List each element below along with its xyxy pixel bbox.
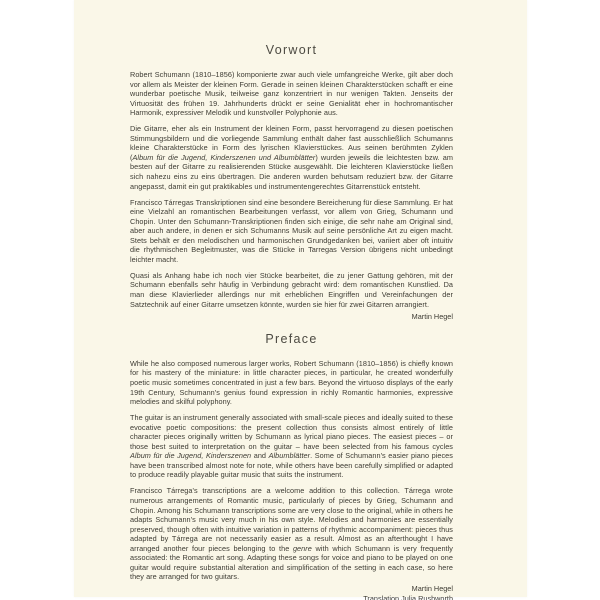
italic-title-text: Album für die Jugend, Kinderszenen und Albumblätter (132, 152, 316, 162)
body-paragraph (130, 271, 453, 309)
signature-line: Martin Hegel (411, 311, 453, 321)
paragraph-text: ) wurden jeweils die leichtesten bzw. am besten auf der Gitarre zu realisierenden Stücke ausgewählt. Die leichteren Klavierstücke ließen sich nahezu eins zu eins übertragen. Die anderen wurden behutsam reduziert bzw. der Gitarre angepasst, damit ein gut praktikables und instrumentengerechtes Gitarrenstück entsteht. (130, 152, 453, 191)
body-paragraph (130, 359, 453, 407)
signature-line: Translation Julia Rushworth (363, 593, 453, 600)
body-paragraph (130, 124, 453, 191)
vorwort-paragraphs (130, 70, 453, 309)
signature-line: Martin Hegel (411, 584, 453, 594)
vorwort-signature (130, 312, 453, 321)
body-paragraph (130, 198, 453, 265)
book-page (74, 0, 527, 600)
paragraph-text: Die Gitarre, eher als ein Instrument der kleinen Form, passt hervorragend zu diesen poetischen Stimmungsbildern und die vorliegende Sammlung enthält daher fast ausschließlich Schumanns kleine Charakterstücke in Form des lyrischen Klavierstückes. Aus seinen berühmten Zyklen ( (130, 124, 453, 162)
body-paragraph (130, 70, 453, 118)
vorwort-heading: Vorwort (265, 43, 318, 57)
page-content (130, 0, 453, 600)
paragraph-text: . Some of Schumann's easier piano pieces have been transcribed almost note for note, while others have been carefully simplified or adapted to produce readily playable guitar music that suits the instrument. (130, 451, 453, 480)
paragraph-text: Quasi als Anhang habe ich noch vier Stücke bearbeitet, die zu jener Gattung gehören, mit der Schumann ebenfalls sehr häufig in Verbindung gebracht wird: dem romantischen Kunstlied. Da man diese Klavierlieder allerdings nur mit erheblichen Eingriffen und Vereinfachungen der Satztechnik auf einer Gitarre umsetzen könnte, wurden sie hier für zwei Gitarren arrangiert. (130, 270, 453, 309)
italic-title-text: Album für die Jugend, Kinderszenen (130, 451, 252, 461)
paragraph-text: Robert Schumann (1810–1856) komponierte zwar auch viele umfangreiche Werke, gilt aber doch vor allem als Meister der kleinen Form. Gerade in seinen kleinen Charakterstücken schafft er eine wunderbar poetische Musik, teilweise ganz konzentriert in nur wenigen Takten. Jenseits der Virtuosität des frühen 19. Jahrhunderts drückt er seine Genialität eher in hochromantischer Harmonik, expressiver Melodik und kunstvoller Polyphonie aus. (130, 70, 453, 118)
preface-section (130, 332, 453, 600)
vorwort-section (130, 43, 453, 321)
preface-signature (130, 584, 453, 600)
body-paragraph (130, 413, 453, 480)
preface-heading: Preface (265, 331, 318, 346)
paragraph-text: While he also composed numerous larger works, Robert Schumann (1810–1856) is chiefly known for his mastery of the miniature: in little character pieces, in particular, he created wonderfully poetic music sometimes concentrated in just a few bars. Beyond the virtuoso displays of the early 19th Century, Schumann's genius found expression in richly Romantic harmonies, expressive melodies and skilful polyphony. (130, 358, 453, 407)
preface-paragraphs (130, 359, 453, 582)
paragraph-text: The guitar is an instrument generally associated with small-scale pieces and ideally suited to these evocative poetic compositions: the present collection thus consists almost entirely of little character pieces originally written by Schumann as lyrical piano pieces. The easiest pieces – or those best suited to interpretation on the guitar – have been selected from his famous cycles (130, 413, 453, 451)
italic-title-text: Albumblätter (268, 451, 311, 461)
paragraph-text: Francisco Tárregas Transkriptionen sind eine besondere Bereicherung für diese Sammlung. Er hat eine Vielzahl an romantischen Bearbeitungen verfasst, vor allem von Grieg, Schumann und Chopin. Unter den Schumann-Transkriptionen finden sich einige, die sehr nahe am Original sind, aber auch andere, in denen er sich Schumanns Musik auf seine persönliche Art zu eigen macht. Stets behält er den melodischen und harmonischen Grundgedanken bei, variiert aber oft intuitiv die rhythmischen Begleitmuster, was die Stücke in Tarregas Version übrigens nicht unbedingt leichter macht. (130, 197, 453, 264)
italic-title-text: genre (292, 543, 312, 553)
paragraph-text: with which Schumann is very frequently associated: the Romantic art song. Adapting these songs for voice and piano to be played on one guitar would require substantial alteration and simplification of the setting in each case, so here they are arranged for two guitars. (130, 543, 453, 582)
paragraph-text: and (251, 451, 269, 461)
paragraph-text: Francisco Tárrega's transcriptions are a welcome addition to this collection. Tárrega wrote numerous arrangements of Romantic music, particularly of pieces by Grieg, Schumann and Chopin. Among his Schumann transcriptions some are very close to the original, while in others he adapts Schumann's music very much in his own style. Melodies and harmonies are essentially preserved, though often with intuitive variation in patterns of rhythmic accompaniment: pieces thus adapted by Tárrega are not necessarily easier as a result. Almost as an afterthought I have arranged another four pieces belonging to the (130, 486, 453, 553)
body-paragraph (130, 486, 453, 581)
